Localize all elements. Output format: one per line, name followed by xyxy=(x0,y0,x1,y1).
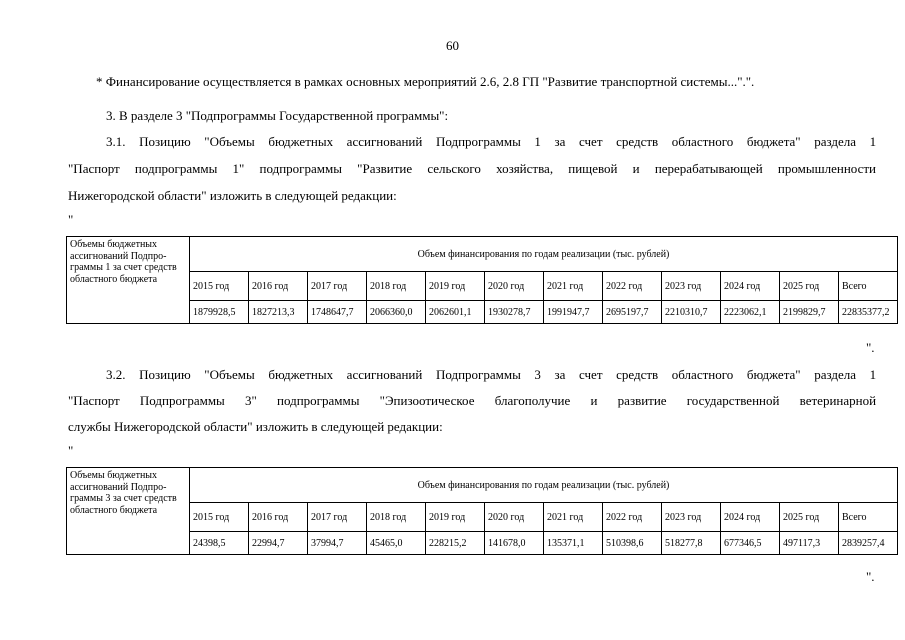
word: пищевой xyxy=(568,161,618,176)
year-header-cell: 2017 год xyxy=(308,503,367,532)
year-header-cell: 2025 год xyxy=(780,503,839,532)
word: ветеринарной xyxy=(799,393,877,408)
table1-years-row xyxy=(67,272,898,301)
word: за xyxy=(554,134,566,149)
value-cell: 135371,1 xyxy=(544,532,603,555)
table1-group-header: Объем финансирования по годам реализации (тыс. рублей) xyxy=(190,237,898,272)
year-header-cell: 2019 год xyxy=(426,272,485,301)
table2-years-row xyxy=(67,503,898,532)
word: Позицию xyxy=(139,134,191,149)
year-header-cell: 2016 год xyxy=(249,503,308,532)
word: Подпрограммы xyxy=(435,134,521,149)
year-header-cell: 2015 год xyxy=(190,272,249,301)
para32-line2 xyxy=(68,393,876,408)
year-header-cell: 2016 год xyxy=(249,272,308,301)
para32-line3: службы Нижегородской области" изложить в следующей редакции: xyxy=(68,419,443,434)
open-quote-1: " xyxy=(68,212,74,227)
table2-row-header: Объемы бюджетных ассигнований Подпро-граммы 3 за счет средств областного бюджета xyxy=(67,468,190,555)
year-header-cell: Всего xyxy=(839,272,898,301)
value-cell: 1991947,7 xyxy=(544,301,603,324)
word: бюджета" xyxy=(746,367,801,382)
para32-line1 xyxy=(68,367,876,382)
year-header-cell: 2025 год xyxy=(780,272,839,301)
word: областного xyxy=(671,134,734,149)
table1-values-row xyxy=(67,301,898,324)
year-header-cell: 2015 год xyxy=(190,503,249,532)
year-header-cell: 2024 год xyxy=(721,272,780,301)
word: развитие xyxy=(617,393,667,408)
word: подпрограммы xyxy=(259,161,342,176)
footnote: * Финансирование осуществляется в рамках основных мероприятий 2.6, 2.8 ГП "Развитие транспортной системы...".". xyxy=(96,74,755,89)
value-cell: 2062601,1 xyxy=(426,301,485,324)
word: за xyxy=(554,367,566,382)
year-header-cell: Всего xyxy=(839,503,898,532)
year-header-cell: 2019 год xyxy=(426,503,485,532)
word: 1 xyxy=(869,134,877,149)
word: 1 xyxy=(869,367,877,382)
year-header-cell: 2018 год xyxy=(367,272,426,301)
word: сельского xyxy=(427,161,481,176)
word: 1" xyxy=(232,161,245,176)
year-header-cell: 2023 год xyxy=(662,503,721,532)
word: ассигнований xyxy=(346,367,423,382)
value-cell: 141678,0 xyxy=(485,532,544,555)
word: подпрограммы xyxy=(134,161,218,176)
value-cell: 2695197,7 xyxy=(603,301,662,324)
value-cell: 37994,7 xyxy=(308,532,367,555)
word: бюджетных xyxy=(268,367,334,382)
year-header-cell: 2023 год xyxy=(662,272,721,301)
value-cell: 497117,3 xyxy=(780,532,839,555)
word: перерабатывающей xyxy=(654,161,763,176)
word: "Объемы xyxy=(204,367,255,382)
value-cell: 677346,5 xyxy=(721,532,780,555)
section3-heading: 3. В разделе 3 "Подпрограммы Государственной программы": xyxy=(106,108,449,123)
year-header-cell: 2017 год xyxy=(308,272,367,301)
word: "Эпизоотическое xyxy=(379,393,475,408)
word: 3.1. xyxy=(106,134,126,149)
word: Позицию xyxy=(139,367,191,382)
word: "Паспорт xyxy=(68,161,120,176)
year-header-cell: 2018 год xyxy=(367,503,426,532)
table1-row-header: Объемы бюджетных ассигнований Подпро-граммы 1 за счет средств областного бюджета xyxy=(67,237,190,324)
word: средств xyxy=(616,134,659,149)
year-header-cell: 2022 год xyxy=(603,272,662,301)
word: ассигнований xyxy=(346,134,423,149)
value-cell: 2199829,7 xyxy=(780,301,839,324)
word: 1 xyxy=(534,134,541,149)
value-cell: 2839257,4 xyxy=(839,532,898,555)
close-quote-2: ". xyxy=(866,569,875,584)
value-cell: 2210310,7 xyxy=(662,301,721,324)
value-cell: 1827213,3 xyxy=(249,301,308,324)
table2-values-row xyxy=(67,532,898,555)
para31-line3: Нижегородской области" изложить в следующей редакции: xyxy=(68,188,397,203)
value-cell: 24398,5 xyxy=(190,532,249,555)
word: бюджетных xyxy=(268,134,334,149)
word: средств xyxy=(616,367,659,382)
funding-table-2 xyxy=(66,467,898,555)
word: раздела xyxy=(814,367,857,382)
value-cell: 510398,6 xyxy=(603,532,662,555)
word: "Развитие xyxy=(357,161,413,176)
year-header-cell: 2020 год xyxy=(485,503,544,532)
year-header-cell: 2024 год xyxy=(721,503,780,532)
value-cell: 518277,8 xyxy=(662,532,721,555)
word: 3 xyxy=(534,367,541,382)
value-cell: 2066360,0 xyxy=(367,301,426,324)
year-header-cell: 2021 год xyxy=(544,272,603,301)
word: и xyxy=(632,161,640,176)
word: "Паспорт xyxy=(68,393,120,408)
word: бюджета" xyxy=(746,134,801,149)
value-cell: 1930278,7 xyxy=(485,301,544,324)
open-quote-2: " xyxy=(68,443,74,458)
funding-table-1 xyxy=(66,236,898,324)
value-cell: 22835377,2 xyxy=(839,301,898,324)
year-header-cell: 2021 год xyxy=(544,503,603,532)
close-quote-1: ". xyxy=(866,340,875,355)
table2-group-header: Объем финансирования по годам реализации (тыс. рублей) xyxy=(190,468,898,503)
word: областного xyxy=(671,367,734,382)
year-header-cell: 2020 год xyxy=(485,272,544,301)
word: хозяйства, xyxy=(496,161,554,176)
word: 3.2. xyxy=(106,367,126,382)
word: Подпрограммы xyxy=(139,393,225,408)
page-number: 60 xyxy=(446,38,459,53)
para31-line1 xyxy=(68,134,876,149)
word: государственной xyxy=(686,393,780,408)
word: счет xyxy=(579,367,603,382)
word: благополучие xyxy=(494,393,571,408)
value-cell: 1879928,5 xyxy=(190,301,249,324)
word: и xyxy=(590,393,598,408)
value-cell: 2223062,1 xyxy=(721,301,780,324)
value-cell: 228215,2 xyxy=(426,532,485,555)
word: "Объемы xyxy=(204,134,255,149)
para31-line2 xyxy=(68,161,876,176)
value-cell: 1748647,7 xyxy=(308,301,367,324)
year-header-cell: 2022 год xyxy=(603,503,662,532)
word: 3" xyxy=(244,393,257,408)
word: подпрограммы xyxy=(277,393,360,408)
word: Подпрограммы xyxy=(435,367,521,382)
word: раздела xyxy=(814,134,857,149)
value-cell: 22994,7 xyxy=(249,532,308,555)
word: промышленности xyxy=(777,161,877,176)
word: счет xyxy=(579,134,603,149)
value-cell: 45465,0 xyxy=(367,532,426,555)
